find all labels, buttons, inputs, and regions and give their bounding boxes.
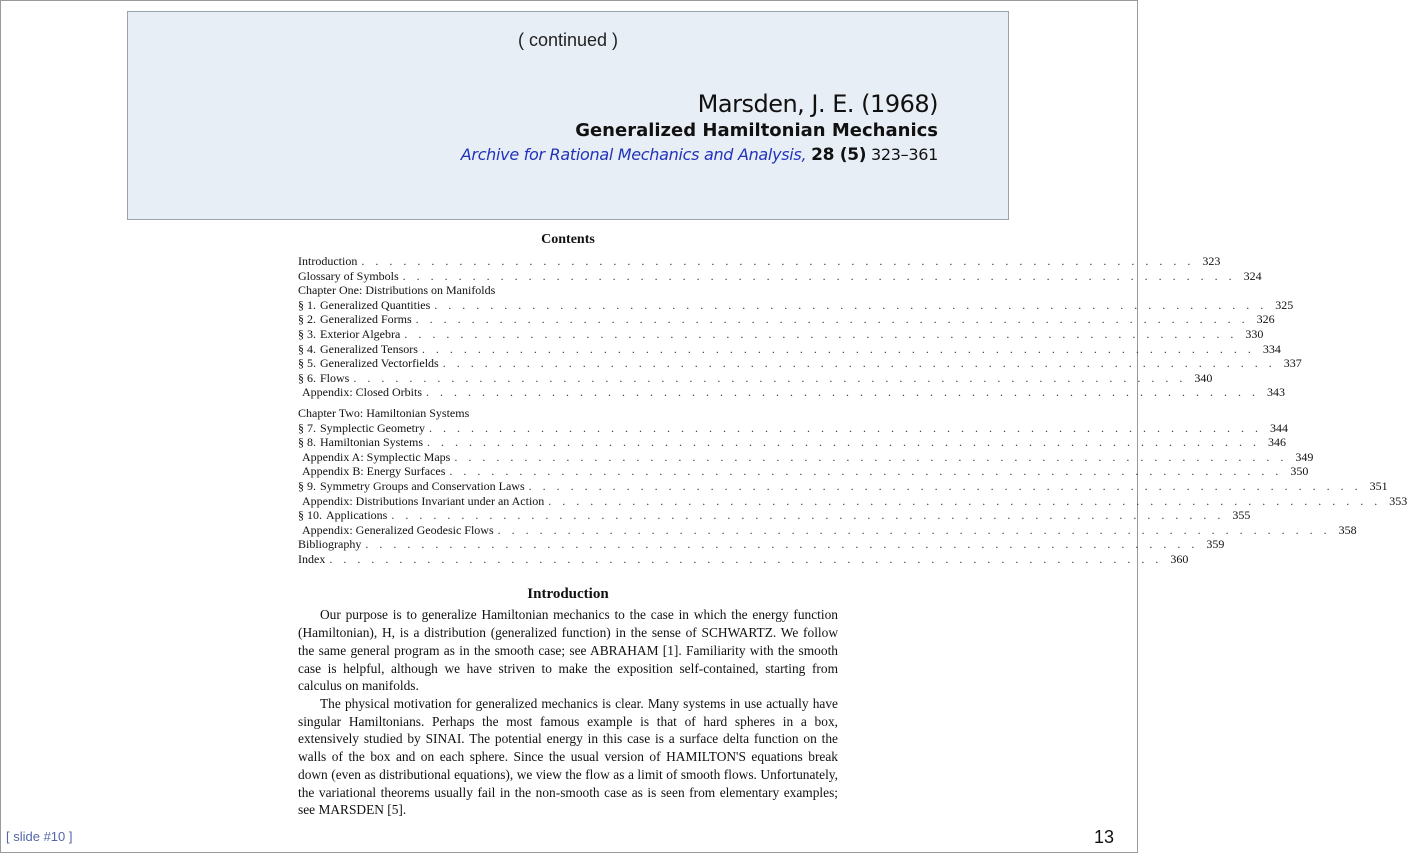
toc-entry-label: Symplectic Geometry [320,420,425,435]
toc-row [298,283,838,298]
toc-page-number: 359 [1206,537,1225,552]
toc-page-number: 326 [1256,312,1275,327]
toc-page-number: 344 [1269,420,1288,435]
toc-leader-dots: . . . . . . . . . . . . . . . . . . . . . . . . . . . . . . . . . . . . . . . . . . . . . . . . . . . . . . . . . . . . [434,297,1268,312]
toc-list [298,254,1407,566]
continued-label: ( continued ) [517,30,619,50]
toc-page-number: 337 [1283,356,1302,371]
toc-entry-label: Generalized Forms [320,312,412,327]
toc-leader-dots: . . . . . . . . . . . . . . . . . . . . . . . . . . . . . . . . . . . . . . . . . . . . . . . . . . . . . . . . . . . . [427,435,1260,450]
toc-title: Contents [541,232,595,247]
toc-row [298,493,1407,509]
toc-row [298,341,1281,357]
journal-name: Archive for Rational Mechanics and Analysis, [460,145,807,164]
toc-entry-label: Appendix A: Symplectic Maps [302,449,451,464]
toc-leader-dots: . . . . . . . . . . . . . . . . . . . . . . . . . . . . . . . . . . . . . . . . . . . . . . . . . . . . . . . . . . . . [415,312,1249,327]
toc-section-number: § 6. [298,370,316,385]
toc-section-number: § 7. [298,420,316,435]
toc-page-number: 330 [1245,326,1264,341]
toc-row [298,464,1309,479]
toc-row [298,420,1288,436]
toc-page-number: 358 [1338,522,1357,537]
toc-row [298,254,1221,269]
toc-leader-dots: . . . . . . . . . . . . . . . . . . . . . . . . . . . . . . . . . . . . . . . . . . . . . . . . . . . . . . . . . . . . [361,254,1195,268]
toc-row [298,406,838,421]
slide-label: [ slide #10 ] [6,829,73,844]
toc-section-number: § 3. [298,326,316,341]
journal-citation [461,145,938,165]
toc-entry-label: Appendix B: Energy Surfaces [302,464,446,479]
intro-title: Introduction [527,586,609,603]
toc-page-number: 351 [1369,478,1388,493]
journal-volume: 28 (5) [811,145,867,165]
toc-leader-dots: . . . . . . . . . . . . . . . . . . . . . . . . . . . . . . . . . . . . . . . . . . . . . . . . . . . . . . . . . . . . [426,385,1259,400]
citation-header [127,11,1009,220]
intro-paragraph-1: Our purpose is to generalize Hamiltonian mechanics to the case in which the energy function (Hamiltonian), H, is a distribution (generalized function) in the sense of SCHWARTZ. We follow the same general program as in the smooth case; see ABRAHAM [1]. Familiarity with the smooth case is helpful, although we have striven to make the exposition self-contained, starting from calculus on manifolds. [298,607,838,694]
journal-pages: 323–361 [871,145,938,164]
toc-entry-label: Chapter Two: Hamiltonian Systems [298,405,470,420]
toc-page-number: 360 [1170,551,1189,566]
toc-row [298,326,1264,342]
toc-section-number: § 9. [298,478,316,493]
toc-entry-label: Appendix: Generalized Geodesic Flows [302,522,494,537]
toc-leader-dots: . . . . . . . . . . . . . . . . . . . . . . . . . . . . . . . . . . . . . . . . . . . . . . . . . . . . . . . . . . . . [329,551,1163,566]
toc-entry-label: Flows [320,370,350,385]
toc-page-number: 346 [1268,435,1286,450]
toc-leader-dots: . . . . . . . . . . . . . . . . . . . . . . . . . . . . . . . . . . . . . . . . . . . . . . . . . . . . . . . . . . . . [428,420,1262,435]
toc-leader-dots: . . . . . . . . . . . . . . . . . . . . . . . . . . . . . . . . . . . . . . . . . . . . . . . . . . . . . . . . . . . . [548,493,1382,508]
toc-page-number: 355 [1232,508,1251,523]
toc-leader-dots: . . . . . . . . . . . . . . . . . . . . . . . . . . . . . . . . . . . . . . . . . . . . . . . . . . . . . . . . . . . . [449,464,1283,479]
toc-page-number: 343 [1267,385,1285,400]
toc-entry-label: Generalized Quantities [320,297,431,312]
intro-paragraph-2: The physical motivation for generalized mechanics is clear. Many systems in use actually have singular Hamiltonians. Perhaps the most famous example is that of hard spheres in a box, extensively studied by SINAI. The potential energy in this case is a surface delta function on the walls of the box and on each sphere. Since the usual version of HAMILTON'S equations break down (even as distributional equations), we view the flow as a limit of smooth flows. Unfortunately, the variational theorems usually fail in the non-smooth case as is seen from elementary examples; see MARSDEN [5]. [298,695,838,818]
toc-leader-dots: . . . . . . . . . . . . . . . . . . . . . . . . . . . . . . . . . . . . . . . . . . . . . . . . . . . . . . . . . . . . [365,537,1199,552]
page-number: 13 [1093,827,1114,847]
toc-leader-dots: . . . . . . . . . . . . . . . . . . . . . . . . . . . . . . . . . . . . . . . . . . . . . . . . . . . . . . . . . . . . [402,268,1236,283]
author-year: Marsden, J. E. (1968) [697,90,938,118]
toc-page-number: 349 [1295,449,1314,464]
toc-entry-label: Index [298,551,326,566]
toc-leader-dots: . . . . . . . . . . . . . . . . . . . . . . . . . . . . . . . . . . . . . . . . . . . . . . . . . . . . . . . . . . . . [442,356,1276,371]
toc-leader-dots: . . . . . . . . . . . . . . . . . . . . . . . . . . . . . . . . . . . . . . . . . . . . . . . . . . . . . . . . . . . . [497,522,1331,537]
toc-leader-dots: . . . . . . . . . . . . . . . . . . . . . . . . . . . . . . . . . . . . . . . . . . . . . . . . . . . . . . . . . . . . [404,326,1238,341]
toc-row [298,268,1262,284]
toc-entry-label: Chapter One: Distributions on Manifolds [298,283,496,298]
toc-row [298,297,1294,313]
toc-row [298,356,1302,371]
toc-entry-label: Glossary of Symbols [298,268,399,283]
toc-page-number: 353 [1389,493,1407,508]
toc-row [298,449,1314,465]
toc-row [298,435,1286,450]
toc-section-number: § 1. [298,297,316,312]
toc-leader-dots: . . . . . . . . . . . . . . . . . . . . . . . . . . . . . . . . . . . . . . . . . . . . . . . . . . . . . . . . . . . . [528,478,1362,493]
toc-leader-dots: . . . . . . . . . . . . . . . . . . . . . . . . . . . . . . . . . . . . . . . . . . . . . . . . . . . . . . . . . . . . [454,449,1288,464]
toc-leader-dots: . . . . . . . . . . . . . . . . . . . . . . . . . . . . . . . . . . . . . . . . . . . . . . . . . . . . . . . . . . . . [421,341,1255,356]
toc-section-number: § 4. [298,341,316,356]
scanned-page [298,228,1407,819]
toc-entry-label: Appendix: Distributions Invariant under an Action [302,493,545,508]
toc-page-number: 323 [1202,254,1221,268]
toc-entry-label: Generalized Tensors [320,341,418,356]
toc-page-number: 340 [1194,370,1213,385]
toc-row [298,508,1251,523]
toc-section-number: § 5. [298,356,316,371]
toc-entry-label: Bibliography [298,537,362,552]
toc-row [298,551,1189,567]
toc-leader-dots: . . . . . . . . . . . . . . . . . . . . . . . . . . . . . . . . . . . . . . . . . . . . . . . . . . . . . . . . . . . . [391,508,1225,523]
toc-row [298,370,1213,386]
toc-row [298,478,1388,494]
toc-row [298,312,1275,327]
toc-section-number: § 10. [298,508,322,523]
paper-title: Generalized Hamiltonian Mechanics [575,120,938,141]
toc-leader-dots: . . . . . . . . . . . . . . . . . . . . . . . . . . . . . . . . . . . . . . . . . . . . . . . . . . . . . . . . . . . . [353,370,1187,385]
toc-page-number: 334 [1262,341,1281,356]
toc-page-number: 350 [1290,464,1309,479]
toc-entry-label: Exterior Algebra [320,326,401,341]
toc-entry-label: Symmetry Groups and Conservation Laws [320,478,525,493]
toc-section-number: § 8. [298,435,316,450]
toc-row [298,537,1225,552]
toc-page-number: 324 [1243,268,1262,283]
toc-entry-label: Applications [326,508,388,523]
toc-row [298,385,1285,400]
toc-entry-label: Appendix: Closed Orbits [302,385,422,400]
toc-page-number: 325 [1275,297,1294,312]
toc-entry-label: Hamiltonian Systems [320,435,423,450]
toc-entry-label: Introduction [298,254,358,268]
toc-entry-label: Generalized Vectorfields [320,356,439,371]
toc-section-number: § 2. [298,312,316,327]
toc-row [298,522,1357,538]
